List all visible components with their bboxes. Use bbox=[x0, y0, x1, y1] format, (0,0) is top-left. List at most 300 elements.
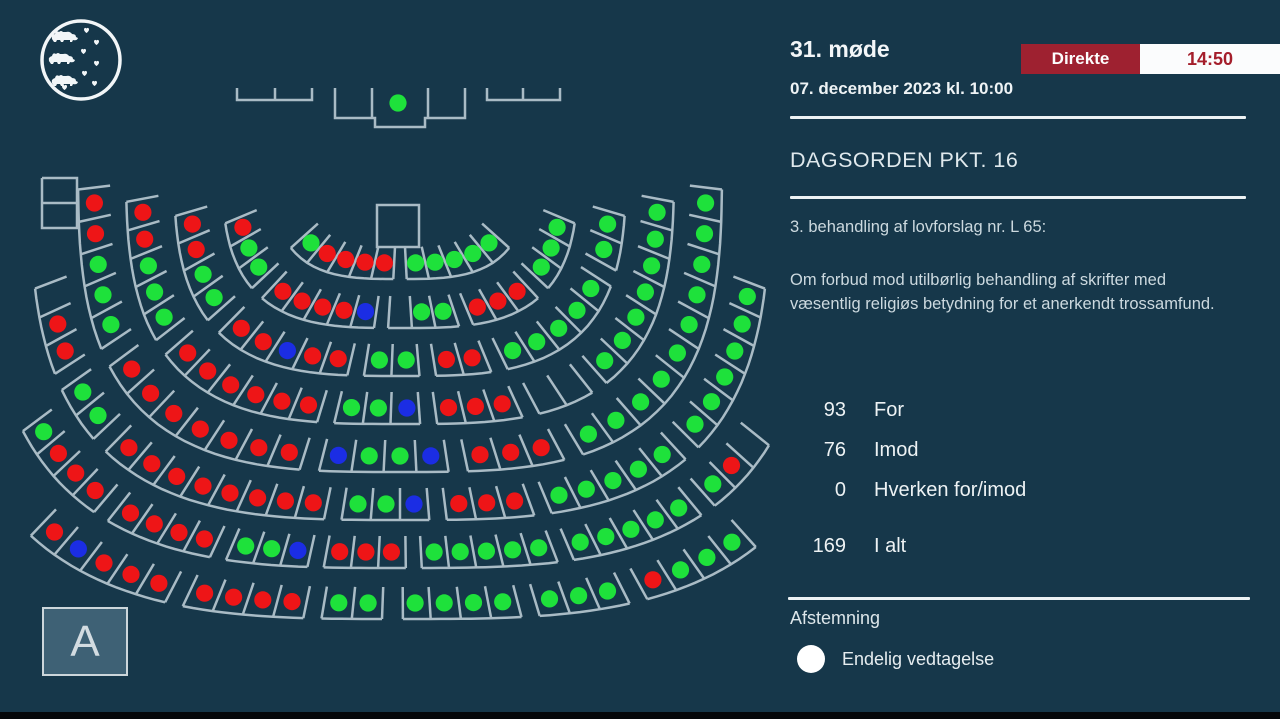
seat-dot-for bbox=[349, 495, 366, 512]
seat-divider bbox=[445, 536, 449, 568]
seat-dot-for bbox=[89, 407, 106, 424]
separator-line bbox=[790, 196, 1246, 199]
seat-divider bbox=[322, 587, 327, 619]
seat-divider bbox=[513, 585, 521, 617]
seat-divider bbox=[548, 429, 564, 460]
seat-dot-for bbox=[630, 461, 647, 478]
seat-dot-imod bbox=[122, 504, 139, 521]
seat-dot-imod bbox=[49, 315, 66, 332]
seat-dot-for bbox=[140, 257, 157, 274]
clock: 14:50 bbox=[1140, 44, 1280, 74]
seat-dot-imod bbox=[168, 468, 185, 485]
seat-divider bbox=[733, 277, 765, 289]
seat-dot-for bbox=[480, 234, 497, 251]
seat-dot-imod bbox=[249, 489, 266, 506]
seat-dot-imod bbox=[146, 515, 163, 532]
seat-dot-other bbox=[289, 542, 306, 559]
seat-dot-imod bbox=[506, 492, 523, 509]
seat-dot-imod bbox=[330, 350, 347, 367]
seat-dot-imod bbox=[273, 393, 290, 410]
seat-divider bbox=[303, 586, 310, 618]
seat-dot-imod bbox=[255, 333, 272, 350]
seat-dot-imod bbox=[357, 543, 374, 560]
seat-dot-imod bbox=[467, 398, 484, 415]
seat-dot-for bbox=[528, 333, 545, 350]
seat-divider bbox=[85, 273, 116, 287]
seat-dot-for bbox=[330, 594, 347, 611]
seat-divider bbox=[443, 488, 447, 520]
seat-dot-for bbox=[622, 521, 639, 538]
seat-dot-for bbox=[549, 219, 566, 236]
rostrum-seat-dot bbox=[389, 94, 406, 111]
vote-row-total bbox=[790, 535, 1026, 575]
white-circle-indicator bbox=[797, 645, 825, 673]
seat-divider bbox=[519, 435, 532, 466]
seat-divider bbox=[483, 390, 494, 422]
seat-dot-other bbox=[279, 342, 296, 359]
vote-row-imod bbox=[790, 439, 1026, 479]
seat-dot-imod bbox=[221, 485, 238, 502]
seat-dot-other bbox=[70, 540, 87, 557]
seat-dot-for bbox=[413, 303, 430, 320]
seat-dot-imod bbox=[165, 405, 182, 422]
seat-dot-for bbox=[156, 309, 173, 326]
seat-dot-imod bbox=[277, 492, 294, 509]
folketinget-logo-icon bbox=[34, 13, 128, 107]
seat-dot-imod bbox=[150, 575, 167, 592]
case-letter: A bbox=[70, 616, 100, 666]
seat-dot-imod bbox=[184, 216, 201, 233]
seat-dot-for bbox=[436, 594, 453, 611]
seat-divider bbox=[547, 375, 567, 405]
seat-dot-imod bbox=[57, 342, 74, 359]
seat-dot-imod bbox=[489, 293, 506, 310]
seat-dot-imod bbox=[469, 299, 486, 316]
seat-divider bbox=[496, 535, 504, 567]
seat-dot-imod bbox=[274, 283, 291, 300]
seat-block-outline bbox=[422, 562, 558, 568]
seat-dot-imod bbox=[254, 591, 271, 608]
seat-dot-imod bbox=[233, 320, 250, 337]
seat-divider bbox=[565, 424, 583, 454]
vote-label-for: For bbox=[874, 399, 904, 421]
seat-block-outline bbox=[334, 423, 420, 424]
seat-dot-other bbox=[422, 447, 439, 464]
seat-block-outline bbox=[324, 567, 406, 568]
seat-divider bbox=[684, 273, 715, 287]
seat-divider bbox=[136, 564, 154, 594]
seat-divider bbox=[457, 587, 461, 619]
seat-dot-imod bbox=[143, 455, 160, 472]
seat-dot-for bbox=[146, 283, 163, 300]
seat-divider bbox=[417, 344, 420, 376]
seat-dot-other bbox=[405, 495, 422, 512]
seat-divider bbox=[688, 244, 720, 254]
seat-dot-for bbox=[599, 216, 616, 233]
seat-dot-for bbox=[597, 528, 614, 545]
seat-divider bbox=[237, 480, 251, 511]
seat-dot-for bbox=[263, 540, 280, 557]
seat-dot-for bbox=[595, 241, 612, 258]
seat-dot-imod bbox=[220, 432, 237, 449]
seat-divider bbox=[641, 221, 673, 230]
seat-dot-for bbox=[607, 412, 624, 429]
seat-divider bbox=[280, 534, 289, 566]
seat-divider bbox=[236, 429, 252, 460]
seat-dot-for bbox=[102, 316, 119, 333]
seat-divider bbox=[558, 582, 570, 614]
seat-divider bbox=[429, 587, 431, 619]
seat-divider bbox=[183, 575, 198, 606]
separator-line bbox=[788, 597, 1250, 600]
seat-divider bbox=[391, 344, 392, 376]
seat-dot-for bbox=[452, 543, 469, 560]
seat-dot-imod bbox=[376, 254, 393, 271]
seat-dot-for bbox=[407, 594, 424, 611]
meeting-datetime: 07. december 2023 kl. 10:00 bbox=[790, 79, 1014, 98]
seat-divider bbox=[351, 440, 356, 472]
seat-dot-for bbox=[693, 256, 710, 273]
seat-dot-for bbox=[599, 582, 616, 599]
seat-dot-for bbox=[74, 383, 91, 400]
seat-dot-for bbox=[426, 543, 443, 560]
seat-divider bbox=[165, 571, 181, 602]
seat-divider bbox=[78, 186, 110, 190]
seat-dot-for bbox=[302, 234, 319, 251]
seat-dot-imod bbox=[87, 225, 104, 242]
seat-divider bbox=[470, 536, 476, 568]
seat-divider bbox=[690, 186, 722, 190]
seat-block-outline bbox=[437, 417, 522, 424]
seat-dot-imod bbox=[134, 204, 151, 221]
seat-divider bbox=[415, 440, 417, 472]
seat-dot-imod bbox=[136, 231, 153, 248]
seat-dot-for bbox=[465, 594, 482, 611]
seat-divider bbox=[455, 343, 464, 375]
seat-dot-other bbox=[398, 399, 415, 416]
seat-dot-for bbox=[494, 593, 511, 610]
seat-divider bbox=[126, 196, 158, 202]
seat-divider bbox=[678, 302, 709, 319]
seat-dot-for bbox=[697, 194, 714, 211]
seat-dot-for bbox=[530, 539, 547, 556]
seat-dot-for bbox=[550, 320, 567, 337]
seat-divider bbox=[384, 440, 386, 472]
seat-dot-for bbox=[343, 399, 360, 416]
lectern-square bbox=[377, 205, 419, 247]
seat-dot-for bbox=[504, 342, 521, 359]
separator-line bbox=[790, 116, 1246, 119]
seat-dot-for bbox=[464, 245, 481, 262]
seat-dot-imod bbox=[304, 347, 321, 364]
seat-dot-imod bbox=[179, 344, 196, 361]
seat-divider bbox=[638, 246, 669, 259]
seat-dot-for bbox=[370, 399, 387, 416]
seat-dot-for bbox=[698, 549, 715, 566]
seat-dot-for bbox=[614, 332, 631, 349]
seat-dot-for bbox=[237, 537, 254, 554]
seat-dot-for bbox=[240, 239, 257, 256]
seat-dot-imod bbox=[337, 251, 354, 268]
seat-dot-for bbox=[90, 256, 107, 273]
bottom-black-bar bbox=[0, 712, 1280, 719]
seat-dot-imod bbox=[723, 457, 740, 474]
seat-divider bbox=[521, 533, 531, 565]
seat-divider bbox=[352, 587, 355, 619]
seat-divider bbox=[496, 486, 505, 518]
seat-dot-for bbox=[570, 587, 587, 604]
vote-label-total: I alt bbox=[874, 535, 907, 557]
seat-divider bbox=[539, 482, 552, 513]
seat-divider bbox=[307, 535, 314, 567]
seat-divider bbox=[351, 536, 355, 568]
seat-dot-for bbox=[580, 426, 597, 443]
seat-divider bbox=[295, 486, 304, 518]
seat-block-outline bbox=[403, 617, 522, 619]
seat-divider bbox=[334, 391, 342, 423]
seat-dot-for bbox=[669, 344, 686, 361]
seat-dot-for bbox=[696, 225, 713, 242]
seat-dot-for bbox=[568, 302, 585, 319]
gallery-box-left bbox=[237, 88, 312, 100]
seat-dot-for bbox=[541, 590, 558, 607]
meeting-title: 31. møde bbox=[790, 36, 890, 62]
seat-dot-for bbox=[596, 352, 613, 369]
seat-divider bbox=[586, 578, 600, 609]
seat-dot-for bbox=[578, 481, 595, 498]
seat-divider bbox=[593, 207, 625, 216]
seat-divider bbox=[642, 196, 674, 202]
seat-dot-imod bbox=[305, 494, 322, 511]
seat-divider bbox=[382, 587, 383, 619]
seat-divider bbox=[420, 536, 422, 568]
seat-dot-for bbox=[426, 254, 443, 271]
live-badge: Direkte bbox=[1021, 44, 1140, 74]
seat-divider bbox=[317, 390, 327, 422]
seat-divider bbox=[530, 584, 540, 616]
seat-dot-imod bbox=[383, 543, 400, 560]
seat-block-outline bbox=[388, 326, 459, 328]
seat-divider bbox=[405, 247, 407, 279]
seat-dot-imod bbox=[247, 386, 264, 403]
seat-divider bbox=[565, 477, 581, 508]
seat-divider bbox=[378, 536, 380, 568]
seat-dot-imod bbox=[95, 554, 112, 571]
seat-block-outline bbox=[226, 560, 307, 567]
seat-divider bbox=[363, 392, 367, 424]
seat-divider bbox=[320, 342, 331, 374]
seat-dot-imod bbox=[319, 245, 336, 262]
seat-divider bbox=[657, 560, 676, 590]
seat-dot-for bbox=[94, 286, 111, 303]
seat-divider bbox=[79, 215, 111, 222]
seat-dot-for bbox=[35, 423, 52, 440]
vote-row-for bbox=[790, 399, 1026, 439]
clerk-table bbox=[42, 178, 77, 228]
seat-dot-imod bbox=[314, 299, 331, 316]
seat-dot-for bbox=[377, 495, 394, 512]
seat-dot-for bbox=[704, 475, 721, 492]
vote-count-total: 169 bbox=[812, 535, 846, 557]
seat-dot-imod bbox=[142, 385, 159, 402]
seat-divider bbox=[175, 207, 207, 216]
seat-dot-for bbox=[739, 288, 756, 305]
seat-divider bbox=[729, 303, 760, 317]
seat-divider bbox=[35, 277, 67, 289]
gallery-box-right bbox=[487, 88, 560, 100]
seat-divider bbox=[741, 423, 769, 446]
seat-dot-for bbox=[478, 543, 495, 560]
seat-dot-for bbox=[632, 393, 649, 410]
seat-dot-imod bbox=[478, 494, 495, 511]
seat-dot-imod bbox=[50, 445, 67, 462]
seat-dot-imod bbox=[46, 523, 63, 540]
agenda-reading: 3. behandling af lovforslag nr. L 65: bbox=[790, 218, 1047, 236]
seat-dot-for bbox=[672, 561, 689, 578]
seat-dot-imod bbox=[281, 444, 298, 461]
seat-dot-for bbox=[681, 316, 698, 333]
seat-dot-imod bbox=[250, 439, 267, 456]
seat-dot-imod bbox=[450, 495, 467, 512]
seat-divider bbox=[431, 344, 436, 376]
seat-dot-imod bbox=[234, 219, 251, 236]
seat-divider bbox=[410, 296, 412, 328]
vote-count-for: 93 bbox=[823, 399, 846, 421]
seat-dot-for bbox=[582, 280, 599, 297]
seat-dot-other bbox=[330, 447, 347, 464]
seat-dot-for bbox=[647, 511, 664, 528]
seat-dot-for bbox=[604, 472, 621, 489]
seat-dot-imod bbox=[644, 571, 661, 588]
seat-dot-for bbox=[686, 416, 703, 433]
seat-dot-imod bbox=[331, 543, 348, 560]
seat-dot-for bbox=[371, 351, 388, 368]
seat-block-outline bbox=[35, 289, 55, 374]
seat-dot-for bbox=[654, 446, 671, 463]
seat-block-outline bbox=[106, 452, 324, 520]
seat-divider bbox=[523, 484, 535, 516]
seat-divider bbox=[91, 302, 122, 319]
seat-dot-imod bbox=[123, 361, 140, 378]
seat-dot-imod bbox=[199, 362, 216, 379]
seat-dot-imod bbox=[440, 399, 457, 416]
vote-count-neither: 0 bbox=[834, 479, 846, 501]
seat-dot-imod bbox=[494, 395, 511, 412]
seat-dot-for bbox=[361, 447, 378, 464]
seat-dot-imod bbox=[188, 241, 205, 258]
seat-dot-imod bbox=[502, 444, 519, 461]
seat-dot-for bbox=[627, 309, 644, 326]
seat-dot-for bbox=[543, 239, 560, 256]
seat-divider bbox=[324, 487, 331, 519]
seat-dot-imod bbox=[87, 482, 104, 499]
agenda-heading: DAGSORDEN PKT. 16 bbox=[790, 148, 1019, 172]
seat-divider bbox=[630, 569, 647, 600]
seat-dot-for bbox=[206, 289, 223, 306]
seat-dot-other bbox=[357, 303, 374, 320]
seat-dot-imod bbox=[194, 478, 211, 495]
motion-label: Endelig vedtagelse bbox=[842, 648, 995, 669]
seat-dot-for bbox=[550, 487, 567, 504]
seat-divider bbox=[689, 215, 721, 222]
seat-dot-for bbox=[726, 342, 743, 359]
seat-divider bbox=[570, 364, 592, 392]
seat-dot-for bbox=[653, 371, 670, 388]
seat-divider bbox=[371, 488, 374, 520]
seat-divider bbox=[300, 438, 310, 470]
vote-label-imod: Imod bbox=[874, 439, 919, 461]
seat-divider bbox=[266, 484, 278, 516]
seat-dot-imod bbox=[438, 351, 455, 368]
seat-dot-imod bbox=[464, 349, 481, 366]
seat-divider bbox=[324, 536, 330, 568]
seat-divider bbox=[273, 585, 282, 617]
seat-divider bbox=[523, 383, 539, 414]
seat-dot-for bbox=[703, 393, 720, 410]
seat-dot-imod bbox=[283, 593, 300, 610]
seat-divider bbox=[347, 343, 355, 375]
seat-dot-for bbox=[734, 315, 751, 332]
seat-dot-imod bbox=[222, 376, 239, 393]
seat-dot-imod bbox=[533, 439, 550, 456]
seat-dot-for bbox=[195, 266, 212, 283]
seat-dot-for bbox=[360, 594, 377, 611]
seat-divider bbox=[433, 392, 437, 424]
seat-dot-imod bbox=[86, 194, 103, 211]
agenda-description: Om forbud mod utilbørlig behandling af skrifter med væsentlig religiøs betydning for et anerkendt trossamfund. bbox=[790, 271, 1215, 313]
seat-dot-for bbox=[723, 534, 740, 551]
seat-dot-imod bbox=[225, 589, 242, 606]
seat-divider bbox=[485, 586, 491, 618]
seat-block-outline bbox=[447, 515, 535, 519]
seat-divider bbox=[388, 296, 390, 328]
motion-row bbox=[797, 645, 994, 673]
seat-dot-for bbox=[446, 251, 463, 268]
seat-divider bbox=[391, 392, 392, 424]
seat-block-outline bbox=[699, 289, 765, 448]
seat-divider bbox=[374, 296, 379, 328]
vote-label-neither: Hverken for/imod bbox=[874, 479, 1027, 501]
seat-dot-imod bbox=[67, 465, 84, 482]
voting-section-title: Afstemning bbox=[790, 608, 881, 628]
seat-divider bbox=[614, 573, 630, 604]
seat-dot-for bbox=[435, 303, 452, 320]
seat-dot-for bbox=[649, 204, 666, 221]
seat-divider bbox=[101, 329, 131, 349]
seat-divider bbox=[546, 531, 558, 563]
seat-divider bbox=[39, 303, 70, 317]
seat-dot-for bbox=[572, 534, 589, 551]
seat-dot-imod bbox=[120, 439, 137, 456]
seat-divider bbox=[418, 392, 420, 424]
seat-dot-for bbox=[391, 447, 408, 464]
seat-divider bbox=[253, 532, 264, 564]
seat-divider bbox=[342, 488, 347, 520]
seat-divider bbox=[469, 487, 476, 519]
seat-dot-imod bbox=[196, 585, 213, 602]
seat-dot-imod bbox=[170, 524, 187, 541]
seat-divider bbox=[364, 344, 369, 376]
seat-dot-imod bbox=[196, 530, 213, 547]
seat-dot-for bbox=[688, 286, 705, 303]
seat-divider bbox=[490, 438, 500, 470]
vote-tally bbox=[790, 399, 1026, 575]
seat-dot-for bbox=[670, 499, 687, 516]
seat-dot-for bbox=[250, 259, 267, 276]
seat-divider bbox=[128, 221, 160, 230]
seat-dot-for bbox=[647, 231, 664, 248]
case-letter-box bbox=[42, 607, 128, 676]
